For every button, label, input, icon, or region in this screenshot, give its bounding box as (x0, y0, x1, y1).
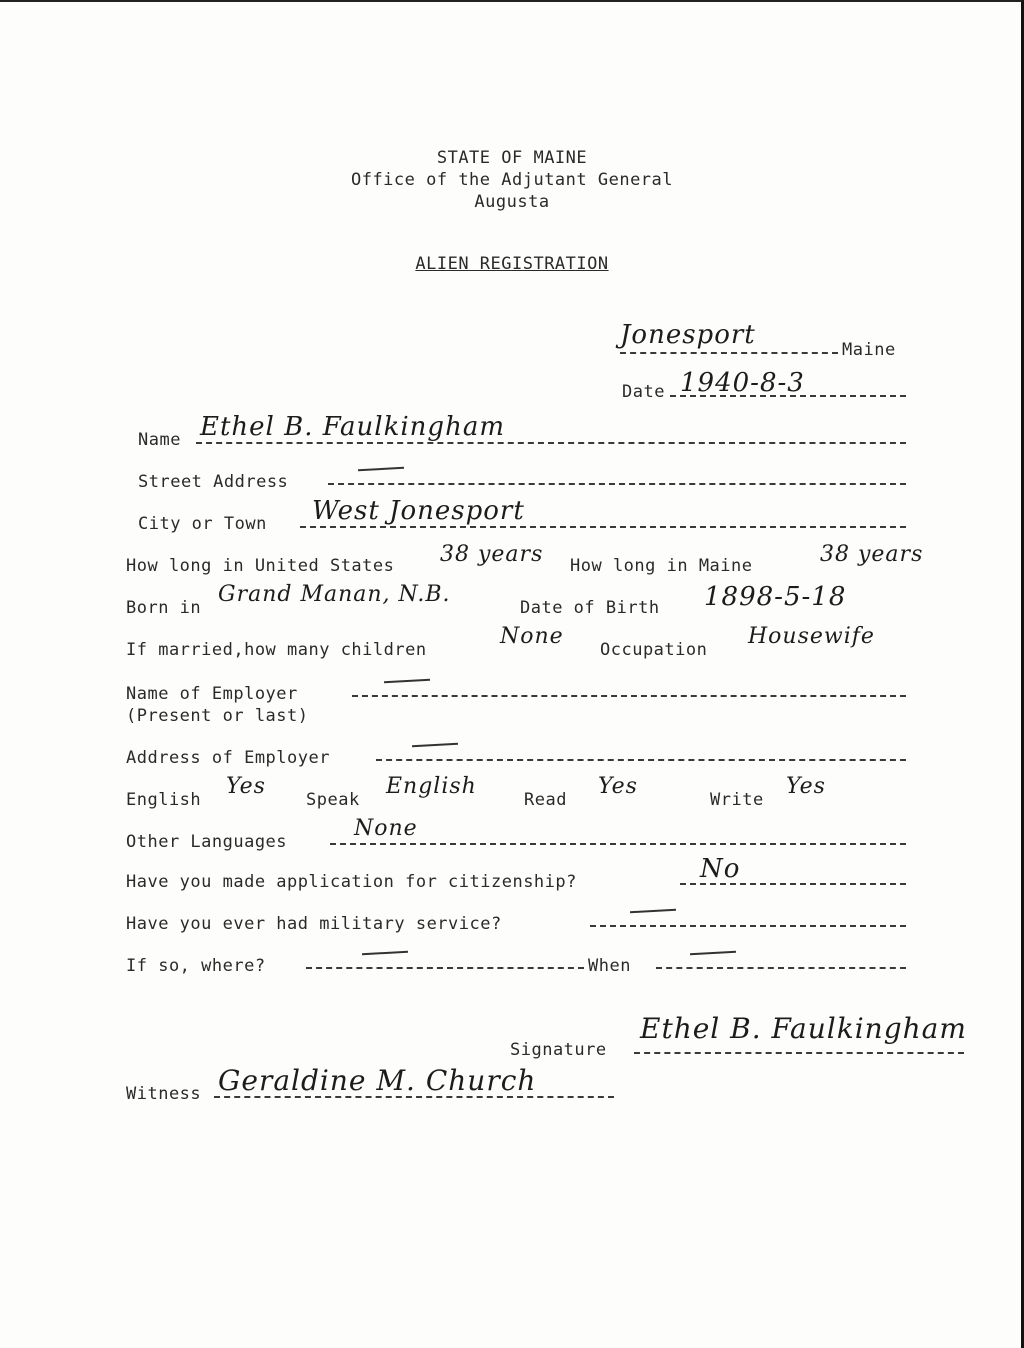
read-value: Yes (598, 774, 638, 799)
header-state: STATE OF MAINE (436, 148, 588, 168)
signature-label: Signature (510, 1040, 607, 1060)
citizenship-value: No (700, 854, 741, 884)
date-label: Date (622, 382, 665, 402)
when-label: When (588, 956, 631, 976)
date-of-birth-value: 1898-5-18 (704, 582, 847, 612)
children-label: If married,how many children (126, 640, 427, 660)
date-of-birth-label: Date of Birth (520, 598, 660, 618)
english-value: Yes (226, 774, 266, 799)
date-value: 1940-8-3 (680, 368, 805, 398)
born-in-label: Born in (126, 598, 202, 618)
how-long-maine-value: 38 years (820, 542, 924, 567)
write-value: Yes (786, 774, 826, 799)
other-languages-line (330, 843, 906, 845)
place-line (620, 352, 838, 354)
city-value: West Jonesport (312, 496, 525, 526)
employer-address-line (376, 759, 906, 761)
children-value: None (500, 624, 564, 649)
place-label: Maine (842, 340, 896, 360)
employer-name-blank-mark (384, 679, 430, 683)
how-long-us-label: How long in United States (126, 556, 395, 576)
place-value: Jonesport (620, 320, 756, 350)
signature-value: Ethel B. Faulkingham (640, 1012, 967, 1045)
signature-line (634, 1052, 964, 1054)
citizenship-line (680, 883, 906, 885)
employer-address-label: Address of Employer (126, 748, 330, 768)
occupation-label: Occupation (600, 640, 708, 660)
occupation-value: Housewife (748, 624, 875, 649)
employer-address-blank-mark (412, 743, 458, 747)
how-long-maine-label: How long in Maine (570, 556, 753, 576)
name-value: Ethel B. Faulkingham (200, 412, 505, 442)
witness-value: Geraldine M. Church (218, 1064, 537, 1097)
name-line (196, 442, 906, 444)
date-line (670, 395, 906, 397)
read-label: Read (524, 790, 567, 810)
employer-name-line (352, 695, 906, 697)
english-label: English (126, 790, 202, 810)
street-address-line (328, 483, 906, 485)
citizenship-label: Have you made application for citizenship? (126, 872, 577, 892)
military-label: Have you ever had military service? (126, 914, 502, 934)
where-line (306, 967, 584, 969)
military-line (590, 925, 906, 927)
header-city: Augusta (474, 192, 550, 212)
where-blank-mark (362, 951, 408, 955)
other-languages-value: None (354, 816, 418, 841)
born-in-value: Grand Manan, N.B. (218, 582, 451, 607)
street-address-blank-mark (358, 467, 404, 471)
employer-name-label: Name of Employer (126, 684, 298, 704)
where-label: If so, where? (126, 956, 266, 976)
when-line (656, 967, 906, 969)
witness-label: Witness (126, 1084, 202, 1104)
military-blank-mark (630, 909, 676, 913)
header-office: Office of the Adjutant General (350, 170, 674, 190)
city-label: City or Town (138, 514, 267, 534)
city-line (300, 526, 906, 528)
how-long-us-value: 38 years (440, 542, 544, 567)
name-label: Name (138, 430, 181, 450)
speak-label: Speak (306, 790, 360, 810)
speak-value: English (386, 774, 477, 799)
employer-name-sublabel: (Present or last) (126, 706, 309, 726)
when-blank-mark (690, 951, 736, 955)
other-languages-label: Other Languages (126, 832, 288, 852)
street-address-label: Street Address (138, 472, 289, 492)
witness-line (214, 1096, 614, 1098)
form-title: ALIEN REGISTRATION (415, 254, 609, 274)
write-label: Write (710, 790, 764, 810)
